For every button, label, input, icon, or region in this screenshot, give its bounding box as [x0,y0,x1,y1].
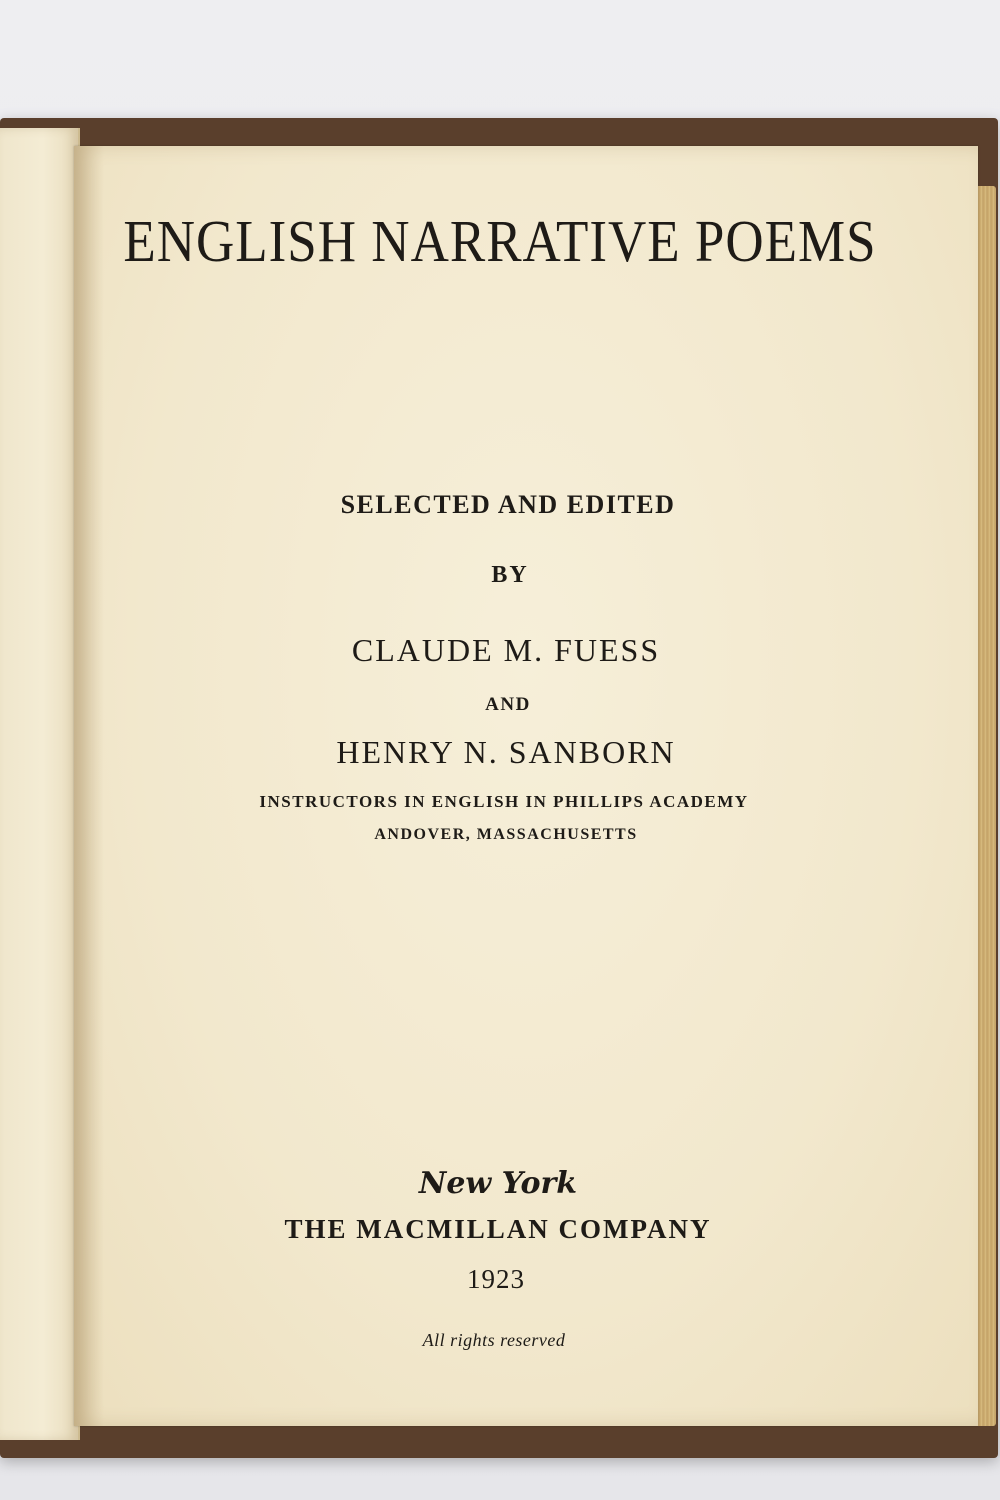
book-title: ENGLISH NARRATIVE POEMS [123,209,877,275]
location-line: ANDOVER, MASSACHUSETTS [374,826,638,843]
and-line: AND [485,694,531,715]
author-fuess: CLAUDE M. FUESS [351,632,661,668]
publisher-name: THE MACMILLAN COMPANY [284,1214,712,1244]
publication-city: New York [418,1166,578,1201]
rights-notice: All rights reserved [422,1330,566,1350]
affiliation-line: INSTRUCTORS IN ENGLISH IN PHILLIPS ACADEMY [259,792,749,811]
author-sanborn: HENRY N. SANBORN [336,734,676,770]
by-line: BY [491,562,529,588]
selected-edited-line: SELECTED AND EDITED [340,490,676,519]
publication-year: 1923 [467,1264,525,1294]
